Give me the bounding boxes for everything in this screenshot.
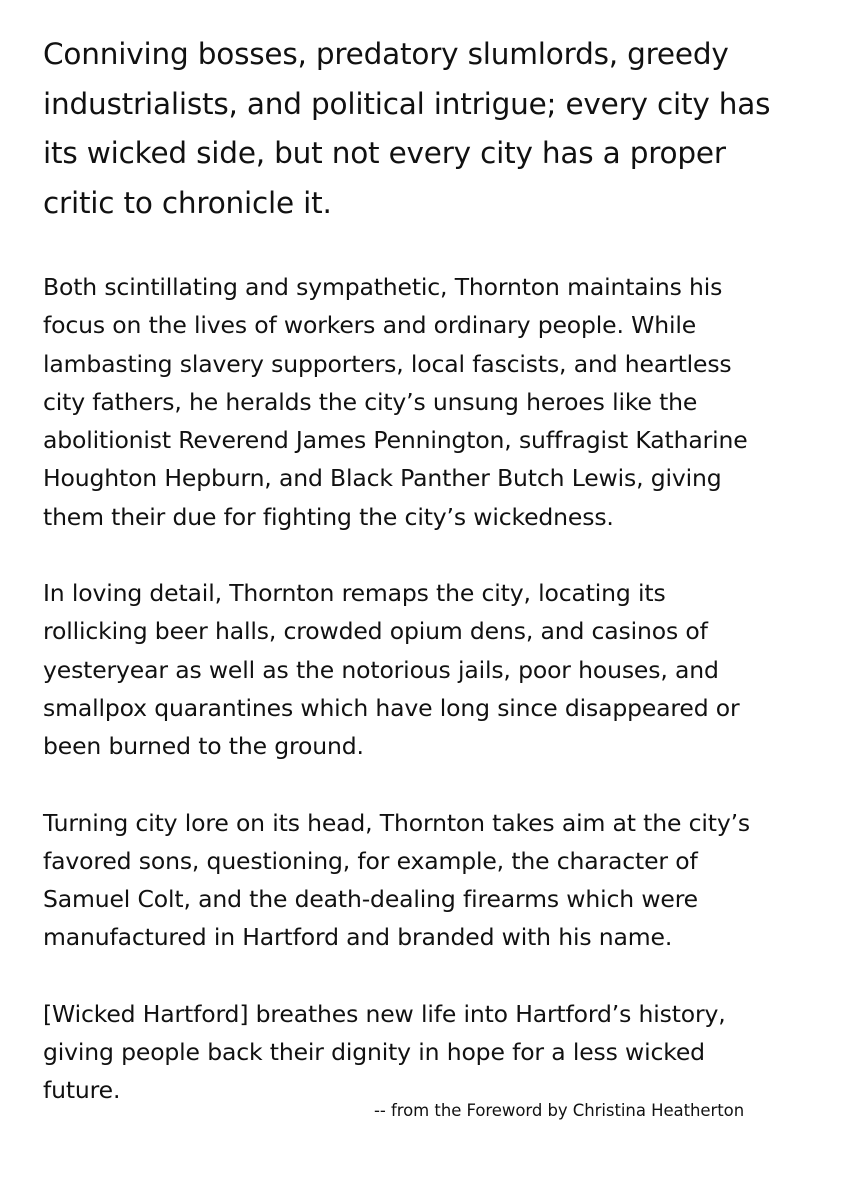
text-line: favored sons, questioning, for example, the character of [43, 846, 698, 875]
text-line: been burned to the ground. [43, 732, 364, 761]
paragraph-closing-quote [43, 995, 843, 1110]
text-line: lambasting slavery supporters, local fascists, and heartless [43, 349, 732, 378]
document-page [43, 30, 843, 1110]
attribution-line: -- from the Foreword by Christina Heatherton [374, 1101, 745, 1120]
paragraph-remaps [43, 574, 843, 765]
text-line: them their due for fighting the city’s wickedness. [43, 502, 614, 531]
paragraph-city-lore [43, 804, 843, 957]
text-line: focus on the lives of workers and ordinary people. While [43, 311, 697, 340]
text-line: Houghton Hepburn, and Black Panther Butch Lewis, giving [43, 464, 722, 493]
text-line: In loving detail, Thornton remaps the city, locating its [43, 579, 666, 608]
text-line: yesteryear as well as the notorious jails, poor houses, and [43, 655, 719, 684]
text-line: abolitionist Reverend James Pennington, suffragist Katharine [43, 426, 748, 455]
text-line: giving people back their dignity in hope for a less wicked [43, 1038, 705, 1067]
text-line: manufactured in Hartford and branded with his name. [43, 923, 673, 952]
text-line: Samuel Colt, and the death-dealing firearms which were [43, 885, 698, 914]
paragraph-heroes [43, 268, 843, 536]
text-line: city fathers, he heralds the city’s unsung heroes like the [43, 387, 698, 416]
text-line: [Wicked Hartford] breathes new life into Hartford’s history, [43, 999, 726, 1028]
text-line: smallpox quarantines which have long since disappeared or [43, 693, 740, 722]
text-line: Both scintillating and sympathetic, Thornton maintains his [43, 273, 723, 301]
lead-line: industrialists, and political intrigue; every city has [43, 86, 771, 121]
lead-paragraph [43, 30, 843, 228]
lead-line: critic to chronicle it. [43, 185, 332, 220]
lead-line: its wicked side, but not every city has a proper [43, 136, 726, 170]
lead-line: Conniving bosses, predatory slumlords, greedy [43, 37, 729, 71]
text-line: future. [43, 1076, 121, 1105]
text-line: rollicking beer halls, crowded opium dens, and casinos of [43, 617, 708, 646]
text-line: Turning city lore on its head, Thornton takes aim at the city’s [43, 808, 750, 837]
